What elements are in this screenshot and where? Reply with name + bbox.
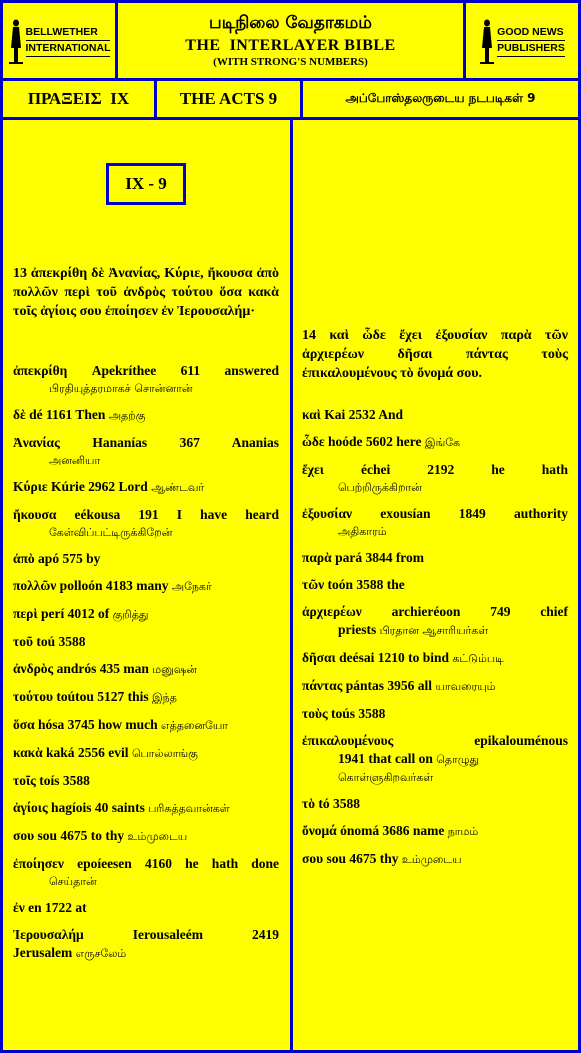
left-word-list [13, 362, 279, 972]
logo-left-box [0, 0, 118, 81]
word-entry-text: καὶ Kai 2532 And [302, 407, 403, 422]
logo-right-box [463, 0, 581, 81]
word-entry [302, 795, 568, 813]
word-entry [13, 899, 279, 917]
word-entry-text: ὧδε hoóde 5602 here [302, 434, 422, 449]
word-entry-text: ἀρχιερέων archieréoon 749 chief [302, 604, 568, 619]
title-english: THE INTERLAYER BIBLE [185, 37, 396, 54]
word-entry-text: ἐπικαλουμένους epikalouménous [302, 733, 568, 748]
word-entry-text: σου sou 4675 to thy [13, 828, 125, 843]
publisher-left-line2: INTERNATIONAL [26, 41, 111, 57]
word-entry-text-continued: 1941 that call on [338, 751, 433, 766]
word-entry [13, 577, 279, 596]
word-entry-text: περὶ perí 4012 of [13, 606, 110, 621]
word-entry-tamil-gloss: பிரதியுத்தரமாகச் சொன்னான் [49, 382, 193, 395]
verse-14-text: 14 καὶ ὧδε ἔχει ἐξουσίαν παρὰ τῶν ἀρχιερέων δῆσαι πάντας τοὺς ἐπικαλουμένους τὸ ὄνομά σου. [302, 328, 568, 381]
word-entry [302, 549, 568, 567]
word-entry-text: ὄνομά ónomá 3686 name [302, 823, 445, 838]
word-entry-text: ἐποίησεν epoíeesen 4160 he hath done [13, 856, 279, 871]
word-entry-text: ὅσα hósa 3745 how much [13, 717, 158, 732]
word-entry [13, 688, 279, 707]
word-entry [302, 433, 568, 452]
word-entry-tamil: நாமம் [447, 825, 479, 838]
word-entry-text: κακὰ kaká 2556 evil [13, 745, 129, 760]
word-entry-text: τῶν toón 3588 the [302, 577, 405, 592]
word-entry [13, 633, 279, 651]
word-entry-text: ἤκουσα eékousa 191 I have heard [13, 507, 279, 522]
word-entry-text: ἁγίοις hagíois 40 saints [13, 800, 145, 815]
word-entry-tamil: உம்முடைய [401, 853, 462, 866]
word-entry-tamil: கட்டும்படி [452, 652, 504, 665]
word-entry-text: τοῖς toís 3588 [13, 773, 90, 788]
title-tamil: படிநிலை வேதாகமம் [209, 13, 372, 33]
word-entry-tamil: அதற்கு [108, 409, 146, 422]
word-entry-tamil: பிரதான ஆசாரியர்கள் [379, 624, 489, 637]
publisher-right-line1: GOOD NEWS [497, 25, 565, 41]
word-entry-text: σου sou 4675 thy [302, 851, 399, 866]
publisher-right-line2: PUBLISHERS [497, 41, 565, 57]
word-entry-text: πάντας pántas 3956 all [302, 678, 433, 693]
word-entry-tamil-gloss: கேள்விப்பட்டிருக்கிறேன் [49, 526, 173, 539]
word-entry [302, 406, 568, 424]
word-entry-text: Ἀνανίας Hananías 367 Ananias [13, 435, 279, 450]
word-entry [302, 822, 568, 841]
word-entry-tamil: யாவரையும் [435, 680, 496, 693]
word-entry-tamil: இந்த [151, 691, 177, 704]
word-entry-tamil: பொல்லாங்கு [131, 747, 198, 760]
goodnews-logo [466, 3, 578, 78]
word-entry [13, 799, 279, 818]
word-entry-tamil-gloss: பெற்றிருக்கிறான் [338, 481, 422, 494]
bellwether-figure-icon [8, 18, 24, 64]
word-entry [302, 850, 568, 869]
tamil-book-title: அப்போஸ்தலருடைய நடபடிகள் 9 [345, 91, 536, 105]
word-entry [13, 660, 279, 679]
word-entry [13, 506, 279, 541]
word-entry-text: πολλῶν polloón 4183 many [13, 578, 169, 593]
word-entry [302, 677, 568, 696]
word-entry-tamil-gloss: செய்தான் [49, 875, 97, 888]
word-entry-tamil-gloss: அதிகாரம் [338, 525, 387, 538]
word-entry [13, 744, 279, 763]
word-entry-text: τὸ tó 3588 [302, 796, 360, 811]
word-entry [13, 550, 279, 568]
tamil-book-box [300, 78, 581, 120]
title-subtitle: (WITH STRONG'S NUMBERS) [213, 56, 368, 68]
word-entry-text: ἀπὸ apó 575 by [13, 551, 101, 566]
bellwether-logo [3, 3, 115, 78]
word-entry [302, 649, 568, 668]
word-entry [13, 855, 279, 890]
word-entry [302, 732, 568, 786]
word-entry-tamil: எத்தனையோ [161, 719, 229, 732]
word-entry [13, 716, 279, 735]
publisher-left-line1: BELLWETHER [26, 25, 111, 41]
word-entry [302, 505, 568, 540]
word-entry-text: Ἰερουσαλήμ Ierousaleém 2419 [13, 927, 279, 942]
verse-13-text: 13 ἀπεκρίθη δὲ Ἀνανίας, Κύριε, ἤκουσα ἀπὸ πολλῶν περὶ τοῦ ἀνδρὸς τούτου ὅσα κακὰ τοῖς ἁγίοις σου ἐποίησεν ἐν Ἰερουσαλήμ· [13, 266, 279, 319]
word-entry-text-continued: priests [338, 622, 377, 637]
goodnews-figure-icon [479, 18, 495, 64]
word-entry [13, 827, 279, 846]
word-entry-text: ἔχει échei 2192 he hath [302, 462, 568, 477]
word-entry [13, 362, 279, 397]
word-entry-text: δὲ dé 1161 Then [13, 407, 106, 422]
word-entry [302, 603, 568, 640]
right-word-list [302, 406, 568, 878]
word-entry-text-continued: Jerusalem [13, 945, 73, 960]
word-entry-text: ἀνδρὸς andrós 435 man [13, 661, 149, 676]
word-entry-tamil: குறித்து [112, 608, 149, 621]
word-entry [302, 576, 568, 594]
english-book-box [154, 78, 303, 120]
word-entry [13, 406, 279, 425]
word-entry-text: παρὰ pará 3844 from [302, 550, 425, 565]
word-entry-text: τοῦ toú 3588 [13, 634, 86, 649]
word-entry-text: ἀπεκρίθη Apekríthee 611 answered [13, 363, 279, 378]
word-entry [13, 772, 279, 790]
word-entry-text: τοὺς toús 3588 [302, 706, 386, 721]
word-entry [302, 705, 568, 723]
title-box [115, 0, 466, 81]
greek-book-title: ΠΡΑΞΕΙΣ IX [27, 89, 130, 108]
english-book-title: THE ACTS 9 [179, 89, 278, 108]
word-entry-tamil: மனுஷன் [152, 663, 197, 676]
word-entry-tamil: அநேகர் [171, 580, 212, 593]
word-entry-tamil: ஆண்டவர் [151, 481, 205, 494]
word-entry-tamil: தொழுது [436, 753, 480, 766]
word-entry-text: ἐξουσίαν exousían 1849 authority [302, 506, 568, 521]
word-entry-tamil: உம்முடைய [127, 830, 188, 843]
word-entry-tamil-gloss: கொள்ளுகிறவர்கள் [338, 771, 434, 784]
chapter-label: IX - 9 [106, 163, 186, 205]
word-entry-text: ἐν en 1722 at [13, 900, 87, 915]
word-entry-tamil: பரிசுத்தவான்கள் [148, 802, 230, 815]
word-entry [13, 605, 279, 624]
word-entry [302, 461, 568, 496]
word-entry [13, 926, 279, 963]
word-entry [13, 434, 279, 469]
word-entry-tamil: எருசலேம் [75, 947, 127, 960]
word-entry-text: τούτου toútou 5127 this [13, 689, 149, 704]
word-entry-tamil: இங்கே [424, 436, 461, 449]
word-entry [13, 478, 279, 497]
word-entry-tamil-gloss: அனனியா [49, 454, 101, 467]
word-entry-text: Κύριε Kúrie 2962 Lord [13, 479, 148, 494]
word-entry-text: δῆσαι deésai 1210 to bind [302, 650, 450, 665]
greek-book-box [0, 78, 157, 120]
